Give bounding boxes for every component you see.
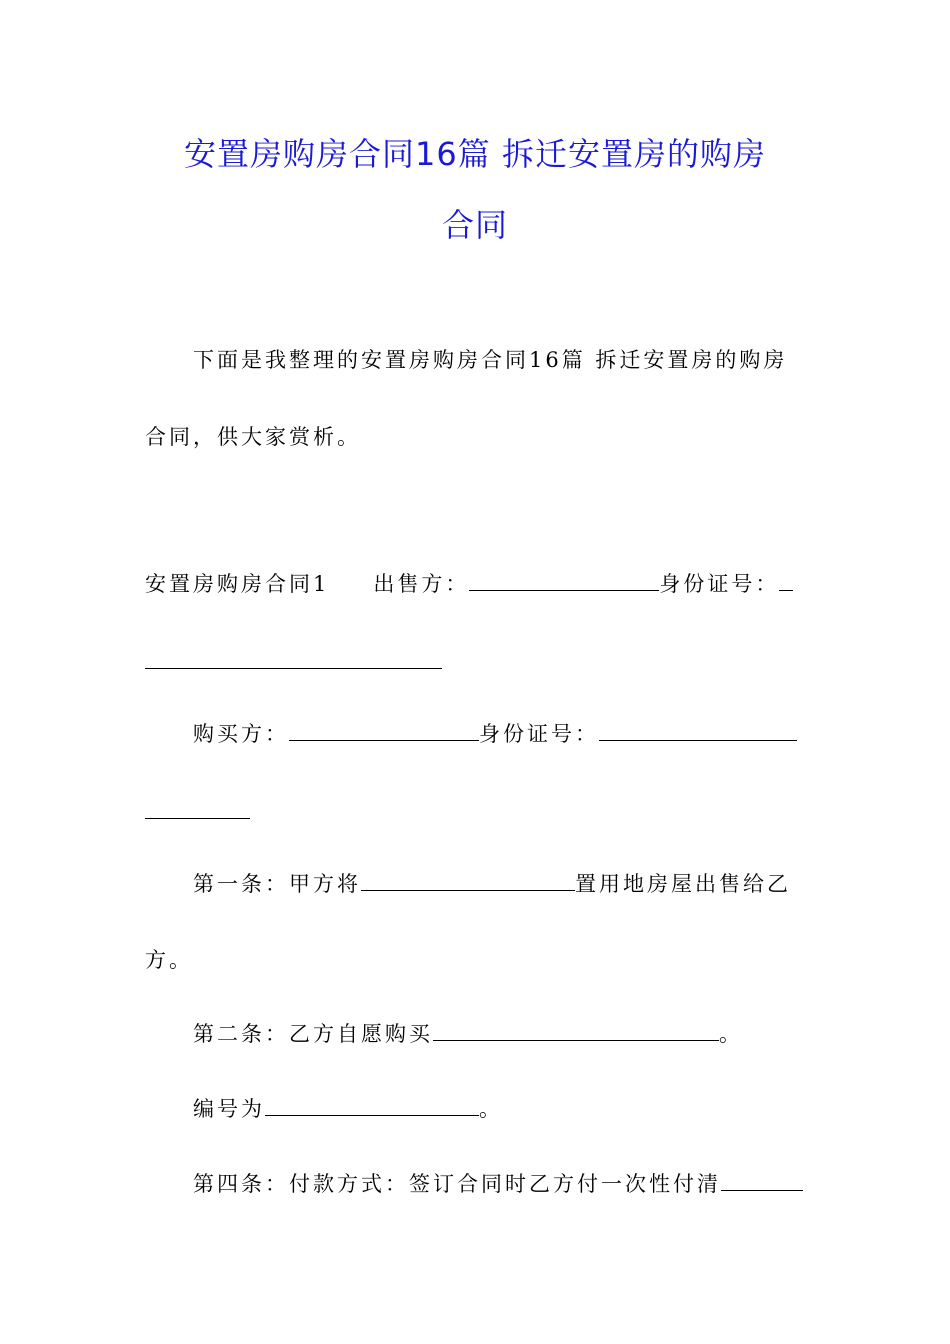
contract-heading: 安置房购房合同1 (145, 572, 330, 596)
article-2 (193, 1020, 743, 1048)
article-1-blank (361, 872, 575, 891)
article-2-end: 。 (719, 1022, 743, 1046)
seller-id-label: 身份证号： (659, 572, 780, 596)
seller-id-blank (145, 650, 442, 669)
number-label: 编号为 (193, 1097, 265, 1121)
article-1-text-b: 置用地房屋出售给乙 (575, 872, 791, 896)
buyer-id-label: 身份证号： (479, 722, 599, 746)
number-blank (265, 1097, 479, 1116)
seller-label: 出售方： (373, 572, 470, 596)
document-title-line-2: 合同 (441, 206, 508, 244)
intro-line-2: 合同，供大家赏析。 (145, 425, 361, 449)
article-2-text: 第二条：乙方自愿购买 (193, 1022, 433, 1046)
buyer-id-blank-start (599, 722, 797, 741)
document-title-line-1: 安置房购房合同16篇 拆迁安置房的购房 (184, 135, 766, 173)
buyer-id-blank (145, 800, 250, 819)
seller-row (145, 570, 793, 598)
article-1-text-a: 第一条：甲方将 (193, 872, 361, 896)
article-4-text: 第四条：付款方式：签订合同时乙方付一次性付清 (193, 1172, 721, 1196)
seller-blank (469, 572, 659, 591)
seller-id-blank-start (779, 572, 793, 591)
article-4-blank (721, 1172, 803, 1191)
intro-line-1: 下面是我整理的安置房购房合同16篇 拆迁安置房的购房 (193, 348, 788, 372)
article-1-line-1 (193, 870, 791, 898)
article-2-blank (433, 1022, 719, 1041)
buyer-blank (289, 722, 479, 741)
buyer-id-continuation (145, 798, 250, 826)
article-1-line-2: 方。 (145, 948, 193, 972)
buyer-row (193, 720, 797, 748)
buyer-label: 购买方： (193, 722, 289, 746)
article-4 (193, 1170, 803, 1198)
seller-id-continuation (145, 648, 442, 676)
number-end: 。 (479, 1097, 503, 1121)
number-row (193, 1095, 503, 1123)
